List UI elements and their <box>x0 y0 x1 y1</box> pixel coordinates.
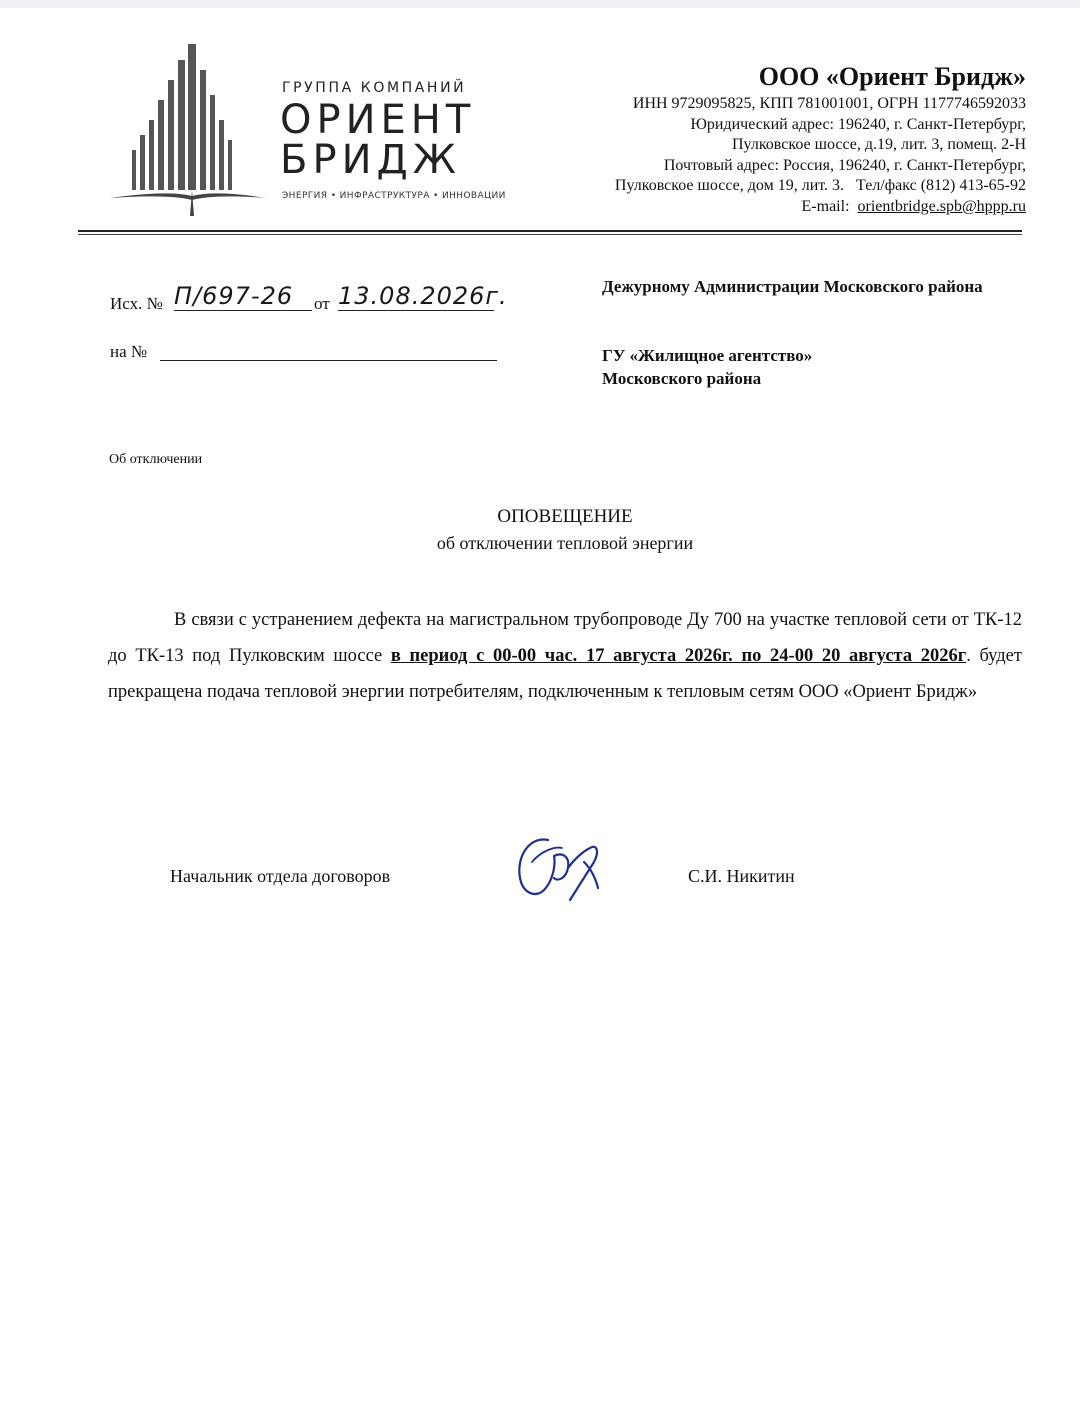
company-ids: ИНН 9729095825, КПП 781001001, ОГРН 1177746592033 <box>632 95 1026 112</box>
signatory-position: Начальник отдела договоров <box>170 866 391 886</box>
top-band <box>0 0 1080 8</box>
logo-word-bridge: БРИДЖ <box>280 137 461 183</box>
handwritten-signature-icon <box>510 822 620 912</box>
legal-address-line-1: Юридический адрес: 196240, г. Санкт-Петербург, <box>690 115 1026 133</box>
company-logo-icon <box>108 40 268 220</box>
body-part-1: В связи с устранением дефекта на магистральном трубопроводе Ду 700 на участке тепловой сети от ТК-12 до ТК-13 под Пулковским шоссе <box>108 610 1022 666</box>
postal-address-line-2 <box>615 176 1026 197</box>
addressee-first: Дежурному Администрации Московского района <box>602 277 983 296</box>
logo-word-orient: ОРИЕНТ <box>280 97 476 143</box>
notice-paragraph <box>108 602 1022 710</box>
incoming-number-blank-line <box>160 360 497 361</box>
body-part-2: . будет прекращена подача тепловой энергии потребителям, подключенным к тепловым сетям ООО «Ориент Бридж» <box>108 646 1022 702</box>
email-link[interactable]: orientbridge.spb@hppp.ru <box>857 197 1026 215</box>
date-label: от <box>314 294 330 313</box>
logo-tagline: ЭНЕРГИЯ • ИНФРАСТРУКТУРА • ИННОВАЦИИ <box>282 191 506 201</box>
addressee-second-line-2: Московского района <box>602 369 762 388</box>
postal-address-street: Пулковское шоссе, дом 19, лит. 3. <box>614 177 845 194</box>
company-requisites <box>615 60 1026 217</box>
notice-subtitle: об отключении тепловой энергии <box>436 533 694 553</box>
letter-subject: Об отключении <box>109 452 203 467</box>
logo-caption: ГРУППА КОМПАНИЙ <box>282 80 467 96</box>
postal-address-line-1: Почтовый адрес: Россия, 196240, г. Санкт-Петербург, <box>663 156 1026 174</box>
addressee-second-line-1: ГУ «Жилищное агентство» <box>602 346 813 365</box>
notice-title: ОПОВЕЩЕНИЕ <box>497 506 633 527</box>
outage-period: в период с 00-00 час. 17 августа 2026г. по 24-00 20 августа 2026г <box>390 646 967 666</box>
company-phone: Тел/факс (812) 413-65-92 <box>856 177 1026 194</box>
company-name: ООО «Ориент Бридж» <box>758 62 1026 91</box>
header-divider-thick <box>78 230 1022 232</box>
outgoing-date-handwritten: 13.08.2026г. <box>338 282 508 310</box>
header-divider-thin <box>78 234 1022 235</box>
company-email-line <box>615 197 1026 218</box>
addressee-second <box>602 344 1002 390</box>
signatory-name: С.И. Никитин <box>688 866 795 886</box>
notice-body <box>108 602 1022 710</box>
email-label: E-mail: <box>801 197 850 215</box>
incoming-number-label: на № <box>110 342 148 361</box>
incoming-reference <box>110 342 147 362</box>
legal-address-line-2: Пулковское шоссе, д.19, лит. 3, помещ. 2-Н <box>732 136 1026 153</box>
outgoing-number-label: Исх. № <box>110 294 163 313</box>
outgoing-number-handwritten: П/697-26 <box>174 282 312 311</box>
